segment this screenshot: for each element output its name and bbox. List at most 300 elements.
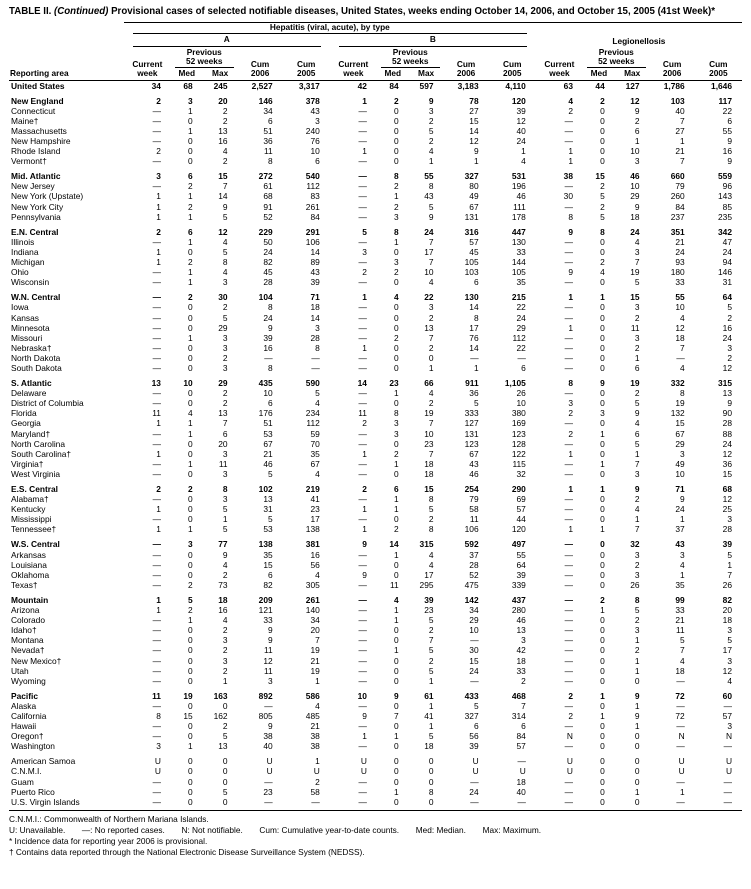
reporting-area-cell: U.S. Virgin Islands <box>11 796 80 807</box>
value-cell: — <box>564 645 573 656</box>
value-cell: 9 <box>634 408 640 419</box>
footnote: U: Unavailable. —: No reported cases. N: Not notifiable. Cum: Cumulative year-to-date counts. Med: Median. Max: Maximum. <box>9 825 542 835</box>
table-row <box>9 676 742 686</box>
value-cell: 7 <box>680 115 685 126</box>
value-cell: 11 <box>152 690 161 701</box>
value-cell: — <box>358 136 367 146</box>
value-cell: 10 <box>516 398 526 409</box>
value-cell: 5 <box>428 504 434 515</box>
value-cell: — <box>152 236 161 247</box>
value-cell: 5 <box>473 398 479 409</box>
value-cell: 42 <box>516 645 526 656</box>
weeks52-label: 52 weeks <box>392 55 429 66</box>
value-cell: 2 <box>222 398 228 409</box>
value-cell: 0 <box>600 786 605 797</box>
value-cell: 12 <box>263 655 273 666</box>
value-cell: 219 <box>305 484 320 494</box>
value-cell: 0 <box>600 645 605 656</box>
value-cell: 9 <box>680 494 685 505</box>
value-cell: 2 <box>156 146 161 157</box>
value-cell: 3 <box>394 257 399 268</box>
value-cell: 1 <box>156 448 161 459</box>
reporting-area-cell: Maryland† <box>11 428 51 439</box>
value-cell: — <box>564 625 573 636</box>
value-cell: 0 <box>394 776 399 787</box>
value-cell: 93 <box>675 257 685 268</box>
value-cell: 290 <box>511 484 526 494</box>
value-cell: 437 <box>511 594 526 605</box>
value-cell: 9 <box>362 569 367 580</box>
hepatitis-b-label: B <box>339 35 527 46</box>
value-cell: 497 <box>511 539 526 550</box>
table-row <box>9 116 742 126</box>
year-2006-label: 2006 <box>250 68 270 79</box>
value-cell: 2 <box>568 690 573 701</box>
value-cell: — <box>311 796 320 807</box>
value-cell: U <box>472 756 479 767</box>
value-cell: 3 <box>634 332 640 343</box>
value-cell: 1 <box>600 524 605 535</box>
value-cell: 3,317 <box>298 80 320 91</box>
value-cell: 105 <box>464 257 479 268</box>
value-cell: 9 <box>362 710 367 721</box>
med-header-leg: Med <box>583 69 615 80</box>
value-cell: 127 <box>625 80 640 91</box>
value-cell: 1 <box>156 257 161 268</box>
value-cell: 18 <box>310 302 320 313</box>
reporting-area-cell: Mountain <box>11 594 49 605</box>
value-cell: 1 <box>568 524 573 535</box>
reporting-area-cell: Florida <box>11 408 37 419</box>
value-cell: 29 <box>469 615 479 626</box>
value-cell: 2 <box>634 115 640 126</box>
value-cell: 130 <box>464 292 479 303</box>
value-cell: 33 <box>263 615 273 626</box>
value-cell: — <box>676 675 685 686</box>
value-cell: 3 <box>428 302 434 313</box>
value-cell: 2 <box>222 665 228 676</box>
value-cell: 15 <box>675 418 685 429</box>
value-cell: 0 <box>600 579 605 590</box>
value-cell: 3 <box>727 514 732 525</box>
value-cell: 0 <box>600 342 605 353</box>
table-row <box>9 277 742 287</box>
value-cell: 84 <box>675 201 685 212</box>
table-row <box>9 363 742 373</box>
value-cell: 0 <box>600 125 605 136</box>
value-cell: 13 <box>218 741 228 752</box>
value-cell: 1 <box>428 156 434 167</box>
value-cell: — <box>564 514 573 525</box>
value-cell: 6 <box>188 226 193 237</box>
reporting-area-cell: South Carolina† <box>11 448 72 459</box>
value-cell: 0 <box>600 700 605 711</box>
value-cell: — <box>564 569 573 580</box>
value-cell: 0 <box>600 665 605 676</box>
value-cell: 8 <box>267 362 273 373</box>
value-cell: — <box>152 322 161 333</box>
value-cell: 13 <box>516 625 526 636</box>
value-cell: 33 <box>516 246 526 257</box>
value-cell: 82 <box>722 594 732 605</box>
value-cell: 3 <box>156 171 161 182</box>
value-cell: 37 <box>469 549 479 560</box>
value-cell: 1 <box>188 458 193 469</box>
value-cell: 4 <box>222 146 228 157</box>
value-cell: 29 <box>218 322 228 333</box>
value-cell: 3 <box>634 156 640 167</box>
value-cell: — <box>358 191 367 202</box>
value-cell: 36 <box>469 388 479 399</box>
value-cell: 0 <box>188 731 193 742</box>
value-cell: 3 <box>600 408 605 419</box>
value-cell: 0 <box>188 625 193 636</box>
value-cell: 6 <box>267 115 273 126</box>
value-cell: 3 <box>634 468 640 479</box>
reporting-area-cell: Georgia <box>11 418 41 429</box>
table-row <box>9 343 742 353</box>
value-cell: 4 <box>394 594 399 605</box>
value-cell: 3 <box>222 362 228 373</box>
value-cell: 1 <box>428 700 434 711</box>
table-title-number: TABLE II. <box>9 6 52 17</box>
value-cell: 6 <box>473 277 479 288</box>
value-cell: 0 <box>394 741 399 752</box>
value-cell: 1 <box>600 710 605 721</box>
value-cell: 16 <box>722 146 732 157</box>
reporting-area-cell: Arkansas <box>11 549 46 560</box>
value-cell: 0 <box>600 352 605 363</box>
value-cell: 22 <box>424 292 434 303</box>
value-cell: 6 <box>634 362 640 373</box>
value-cell: 13 <box>218 408 228 419</box>
value-cell: — <box>152 267 161 278</box>
reporting-area-cell: Mississippi <box>11 514 52 525</box>
value-cell: 1 <box>600 428 605 439</box>
value-cell: 2 <box>568 105 573 116</box>
value-cell: 3 <box>315 115 320 126</box>
value-cell: 4 <box>315 398 320 409</box>
table-row <box>9 469 742 479</box>
value-cell: 6 <box>222 428 228 439</box>
value-cell: 1 <box>156 418 161 429</box>
value-cell: — <box>676 741 685 752</box>
value-cell: 127 <box>464 418 479 429</box>
value-cell: 1 <box>634 655 640 666</box>
value-cell: N <box>566 731 573 742</box>
value-cell: 39 <box>263 332 273 343</box>
value-cell: 4 <box>222 615 228 626</box>
value-cell: 2 <box>362 418 367 429</box>
value-cell: 3 <box>727 625 732 636</box>
value-cell: 0 <box>600 312 605 323</box>
value-cell: 14 <box>389 539 399 550</box>
med-header-b: Med <box>377 69 409 80</box>
value-cell: 6 <box>521 362 526 373</box>
value-cell: 9 <box>634 201 640 212</box>
value-cell: 3 <box>267 675 273 686</box>
value-cell: 17 <box>722 645 732 656</box>
value-cell: 280 <box>511 605 526 616</box>
table-row <box>9 237 742 247</box>
value-cell: 10 <box>357 690 367 701</box>
value-cell: — <box>152 302 161 313</box>
value-cell: — <box>152 125 161 136</box>
value-cell: 2 <box>634 388 640 399</box>
value-cell: — <box>470 352 479 363</box>
value-cell: 19 <box>310 645 320 656</box>
value-cell: 0 <box>188 115 193 126</box>
value-cell: 18 <box>424 741 434 752</box>
value-cell: — <box>152 539 161 550</box>
table-row <box>9 741 742 751</box>
value-cell: 14 <box>469 342 479 353</box>
value-cell: — <box>264 700 273 711</box>
value-cell: 43 <box>469 458 479 469</box>
value-cell: 2 <box>394 95 399 106</box>
value-cell: 28 <box>263 277 273 288</box>
value-cell: 44 <box>595 80 605 91</box>
value-cell: — <box>358 236 367 247</box>
value-cell: 0 <box>600 625 605 636</box>
value-cell: 5 <box>267 514 273 525</box>
value-cell: 117 <box>718 95 732 106</box>
reporting-area-cell: Illinois <box>11 236 35 247</box>
value-cell: 128 <box>511 438 526 449</box>
table-row <box>9 731 742 741</box>
value-cell: — <box>152 312 161 323</box>
value-cell: 4 <box>315 468 320 479</box>
table-row <box>9 80 742 91</box>
value-cell: 0 <box>600 418 605 429</box>
value-cell: 0 <box>600 146 605 157</box>
value-cell: — <box>358 322 367 333</box>
value-cell: 2 <box>634 312 640 323</box>
value-cell: 0 <box>600 105 605 116</box>
value-cell: 0 <box>634 741 640 752</box>
reporting-area-cell: North Dakota <box>11 352 61 363</box>
value-cell: 2 <box>600 181 605 192</box>
value-cell: 46 <box>516 615 526 626</box>
table-row <box>9 721 742 731</box>
value-cell: 85 <box>722 201 732 212</box>
reporting-area-cell: California <box>11 710 47 721</box>
table-row <box>9 635 742 645</box>
table-row <box>9 292 742 302</box>
value-cell: 1 <box>362 524 367 535</box>
value-cell: 12 <box>218 226 228 237</box>
table-row <box>9 136 742 146</box>
value-cell: 23 <box>424 438 434 449</box>
value-cell: — <box>564 438 573 449</box>
value-cell: — <box>358 332 367 343</box>
value-cell: 138 <box>258 539 273 550</box>
value-cell: 1 <box>188 428 193 439</box>
value-cell: — <box>358 105 367 116</box>
value-cell: 35 <box>263 549 273 560</box>
value-cell: 0 <box>600 549 605 560</box>
value-cell: 1 <box>188 277 193 288</box>
value-cell: 2 <box>600 257 605 268</box>
value-cell: 0 <box>394 146 399 157</box>
value-cell: 2 <box>568 428 573 439</box>
value-cell: 9 <box>634 105 640 116</box>
reporting-area-cell: Guam <box>11 776 34 787</box>
value-cell: 0 <box>188 448 193 459</box>
value-cell: 4 <box>428 388 434 399</box>
value-cell: 237 <box>670 211 685 222</box>
value-cell: 7 <box>521 700 526 711</box>
value-cell: 5 <box>428 665 434 676</box>
value-cell: 9 <box>727 156 732 167</box>
value-cell: 0 <box>394 277 399 288</box>
value-cell: 24 <box>424 226 434 237</box>
value-cell: 39 <box>516 569 526 580</box>
value-cell: 5 <box>222 211 228 222</box>
value-cell: 15 <box>263 559 273 570</box>
value-cell: 1 <box>634 448 640 459</box>
value-cell: — <box>358 428 367 439</box>
value-cell: — <box>311 352 320 363</box>
table-row <box>9 126 742 136</box>
value-cell: 94 <box>722 257 732 268</box>
reporting-area-cell: Nebraska† <box>11 342 52 353</box>
value-cell: 0 <box>600 635 605 646</box>
value-cell: — <box>564 559 573 570</box>
table-row <box>9 408 742 418</box>
value-cell: 19 <box>424 408 434 419</box>
value-cell: 68 <box>263 191 273 202</box>
value-cell: 0 <box>188 514 193 525</box>
table-row <box>9 429 742 439</box>
value-cell: 19 <box>630 378 640 389</box>
value-cell: 9 <box>428 95 434 106</box>
value-cell: — <box>564 201 573 212</box>
value-cell: 4 <box>428 277 434 288</box>
value-cell: 7 <box>634 458 640 469</box>
value-cell: 8 <box>680 388 685 399</box>
value-cell: 0 <box>188 786 193 797</box>
value-cell: 1 <box>394 504 399 515</box>
reporting-area-cell: New Mexico† <box>11 655 62 666</box>
reporting-area-cell: Pacific <box>11 690 39 701</box>
value-cell: 0 <box>394 342 399 353</box>
value-cell: 2 <box>156 226 161 237</box>
value-cell: 0 <box>188 494 193 505</box>
value-cell: 31 <box>722 277 732 288</box>
value-cell: 3 <box>727 721 732 732</box>
value-cell: 3 <box>634 625 640 636</box>
value-cell: 8 <box>222 257 228 268</box>
value-cell: 111 <box>513 201 526 212</box>
reporting-area-cell: Kentucky <box>11 504 46 515</box>
value-cell: — <box>358 514 367 525</box>
value-cell: — <box>564 468 573 479</box>
value-cell: 0 <box>600 398 605 409</box>
value-cell: 7 <box>634 257 640 268</box>
value-cell: 5 <box>222 246 228 257</box>
value-cell: 84 <box>516 731 526 742</box>
value-cell: 5 <box>222 312 228 323</box>
value-cell: 0 <box>394 655 399 666</box>
value-cell: 18 <box>424 458 434 469</box>
value-cell: 43 <box>675 539 685 550</box>
value-cell: 2 <box>188 605 193 616</box>
value-cell: 2 <box>727 312 732 323</box>
value-cell: 0 <box>428 796 434 807</box>
value-cell: — <box>564 115 573 126</box>
value-cell: 3 <box>394 211 399 222</box>
table-row <box>9 656 742 666</box>
value-cell: 46 <box>630 171 640 182</box>
cum-label: Cum <box>709 58 728 69</box>
value-cell: 4 <box>680 312 685 323</box>
reporting-area-cell: Washington <box>11 741 55 752</box>
table-title-continued: (Continued) <box>51 6 109 17</box>
value-cell: 122 <box>511 448 526 459</box>
value-cell: 4 <box>568 95 573 106</box>
value-cell: — <box>152 468 161 479</box>
value-cell: 131 <box>464 428 479 439</box>
table-row <box>9 439 742 449</box>
value-cell: 0 <box>188 156 193 167</box>
value-cell: 12 <box>675 322 685 333</box>
value-cell: 53 <box>263 524 273 535</box>
value-cell: 1 <box>394 645 399 656</box>
value-cell: 0 <box>188 342 193 353</box>
value-cell: 0 <box>634 796 640 807</box>
year-2006-label: 2006 <box>456 68 476 79</box>
value-cell: 40 <box>516 125 526 136</box>
table-row <box>9 605 742 615</box>
value-cell: 13 <box>263 494 273 505</box>
value-cell: 146 <box>258 95 273 106</box>
value-cell: 15 <box>469 655 479 666</box>
value-cell: U <box>678 766 685 777</box>
year-2005-label: 2005 <box>709 68 728 79</box>
value-cell: 80 <box>469 181 479 192</box>
value-cell: 55 <box>675 292 685 303</box>
value-cell: 5 <box>634 277 640 288</box>
value-cell: 6 <box>521 721 526 732</box>
max-header-b: Max <box>409 69 444 80</box>
value-cell: N <box>678 731 685 742</box>
value-cell: 20 <box>310 625 320 636</box>
value-cell: 28 <box>722 524 732 535</box>
value-cell: 2 <box>634 494 640 505</box>
value-cell: 32 <box>516 468 526 479</box>
value-cell: 0 <box>600 362 605 373</box>
value-cell: 2 <box>188 484 193 494</box>
value-cell: 6 <box>473 721 479 732</box>
value-cell: 16 <box>218 136 228 146</box>
value-cell: 0 <box>600 756 605 767</box>
value-cell: 531 <box>511 171 526 182</box>
value-cell: 1 <box>568 484 573 494</box>
value-cell: 24 <box>675 246 685 257</box>
value-cell: 70 <box>310 438 320 449</box>
value-cell: 2 <box>188 579 193 590</box>
value-cell: 5 <box>267 468 273 479</box>
value-cell: U <box>266 756 273 767</box>
notifiable-diseases-table <box>9 22 742 807</box>
value-cell: 2 <box>634 615 640 626</box>
value-cell: 4,110 <box>505 80 526 91</box>
value-cell: 33 <box>675 605 685 616</box>
max-header-a: Max <box>203 69 238 80</box>
value-cell: — <box>152 438 161 449</box>
value-cell: 1 <box>188 615 193 626</box>
